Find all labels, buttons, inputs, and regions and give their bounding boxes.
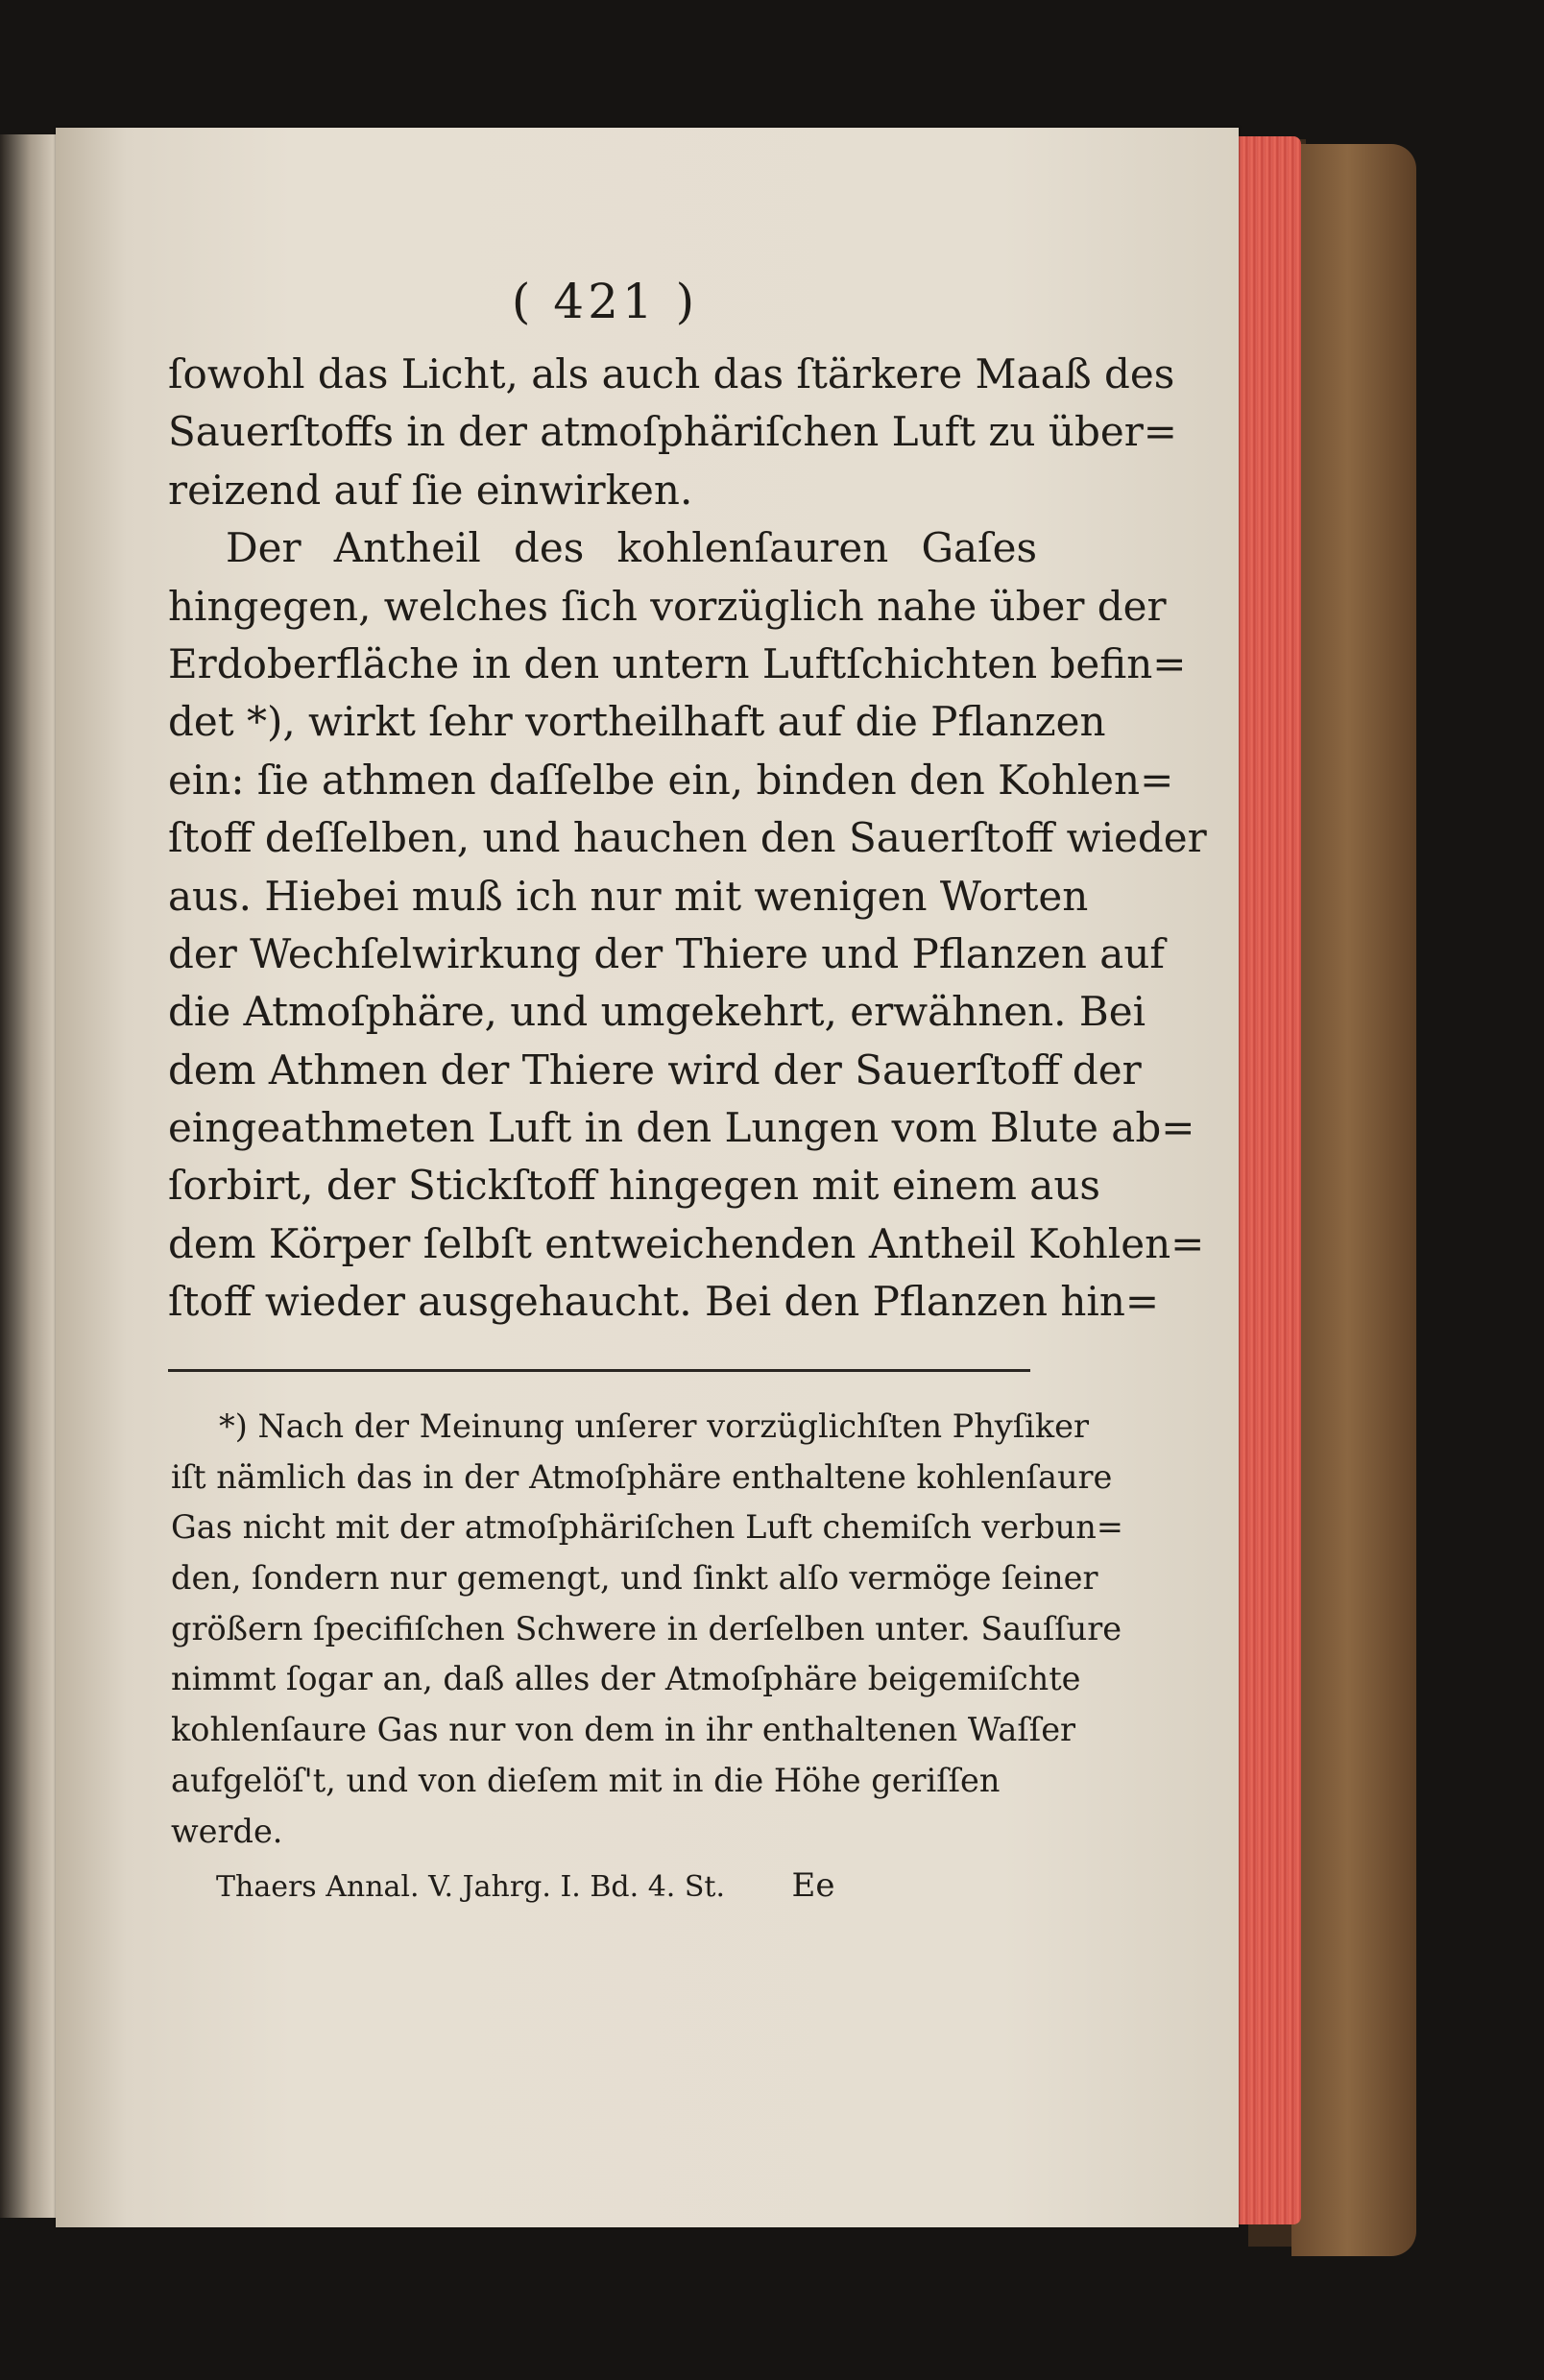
- footnote-line: *) Nach der Meinung unſerer vorzüglichſten Phyſiker: [219, 1407, 1089, 1445]
- body-line: dem Athmen der Thiere wird der Sauerſtoff der: [168, 1046, 1142, 1094]
- footnote-line: kohlenſaure Gas nur von dem in ihr enthaltenen Waſſer: [171, 1711, 1076, 1749]
- signature-line: [216, 1866, 946, 1905]
- body-line: ein: ſie athmen daſſelbe ein, binden den Kohlen=: [168, 756, 1174, 804]
- body-line: ſowohl das Licht, als auch das ſtärkere Maaß des: [168, 350, 1175, 397]
- page-number: ( 421 ): [511, 274, 699, 329]
- body-line: Erdoberfläche in den untern Luftſchichten befin=: [168, 639, 1187, 687]
- footnote: [171, 1402, 1123, 1857]
- footnote-line: werde.: [171, 1812, 283, 1850]
- body-line: Der Antheil des kohlenſauren Gaſes: [226, 524, 1037, 572]
- body-line: dem Körper ſelbſt entweichenden Antheil Kohlen=: [168, 1219, 1205, 1267]
- book-cover: [1291, 144, 1416, 2256]
- body-line: aus. Hiebei muß ich nur mit wenigen Worten: [168, 872, 1089, 920]
- body-text: [168, 346, 1207, 1332]
- footnote-line: Gas nicht mit der atmoſphäriſchen Luft chemiſch verbun=: [171, 1508, 1123, 1547]
- body-line: hingegen, welches ſich vorzüglich nahe über der: [168, 582, 1167, 630]
- footnote-line: iſt nämlich das in der Atmoſphäre enthaltene kohlenſaure: [171, 1457, 1113, 1496]
- body-line: det *), wirkt ſehr vortheilhaft auf die Pflanzen: [168, 698, 1106, 746]
- footnote-rule: [168, 1369, 1030, 1372]
- body-line: ſtoff wieder ausgehaucht. Bei den Pflanzen hin=: [168, 1278, 1160, 1326]
- body-line: ſtoff deſſelben, und hauchen den Sauerſtoff wieder: [168, 814, 1207, 862]
- footnote-line: nimmt ſogar an, daß alles der Atmoſphäre beigemiſchte: [171, 1660, 1081, 1698]
- body-line: der Wechſelwirkung der Thiere und Pflanzen auf: [168, 929, 1165, 977]
- body-line: reizend auf ſie einwirken.: [168, 466, 693, 514]
- footnote-line: den, ſondern nur gemengt, und ſinkt alſo vermöge ſeiner: [171, 1559, 1098, 1598]
- red-fore-edge: [1234, 136, 1301, 2224]
- footnote-line: größern ſpecifiſchen Schwere in derſelben unter. Sauſſure: [171, 1609, 1122, 1647]
- signature-mark: Ee: [791, 1866, 835, 1905]
- footnote-line: aufgelöſ't, und von dieſem mit in die Höhe geriſſen: [171, 1761, 1001, 1799]
- facing-page-edge: [0, 134, 56, 2218]
- signature-text: Thaers Annal. V. Jahrg. I. Bd. 4. St.: [216, 1870, 725, 1904]
- body-line: die Atmoſphäre, und umgekehrt, erwähnen. Bei: [168, 988, 1146, 1036]
- body-line: eingeathmeten Luft in den Lungen vom Blute ab=: [168, 1104, 1195, 1152]
- body-line: Sauerſtoffs in der atmoſphäriſchen Luft zu über=: [168, 408, 1177, 456]
- body-line: ſorbirt, der Stickſtoff hingegen mit einem aus: [168, 1162, 1100, 1210]
